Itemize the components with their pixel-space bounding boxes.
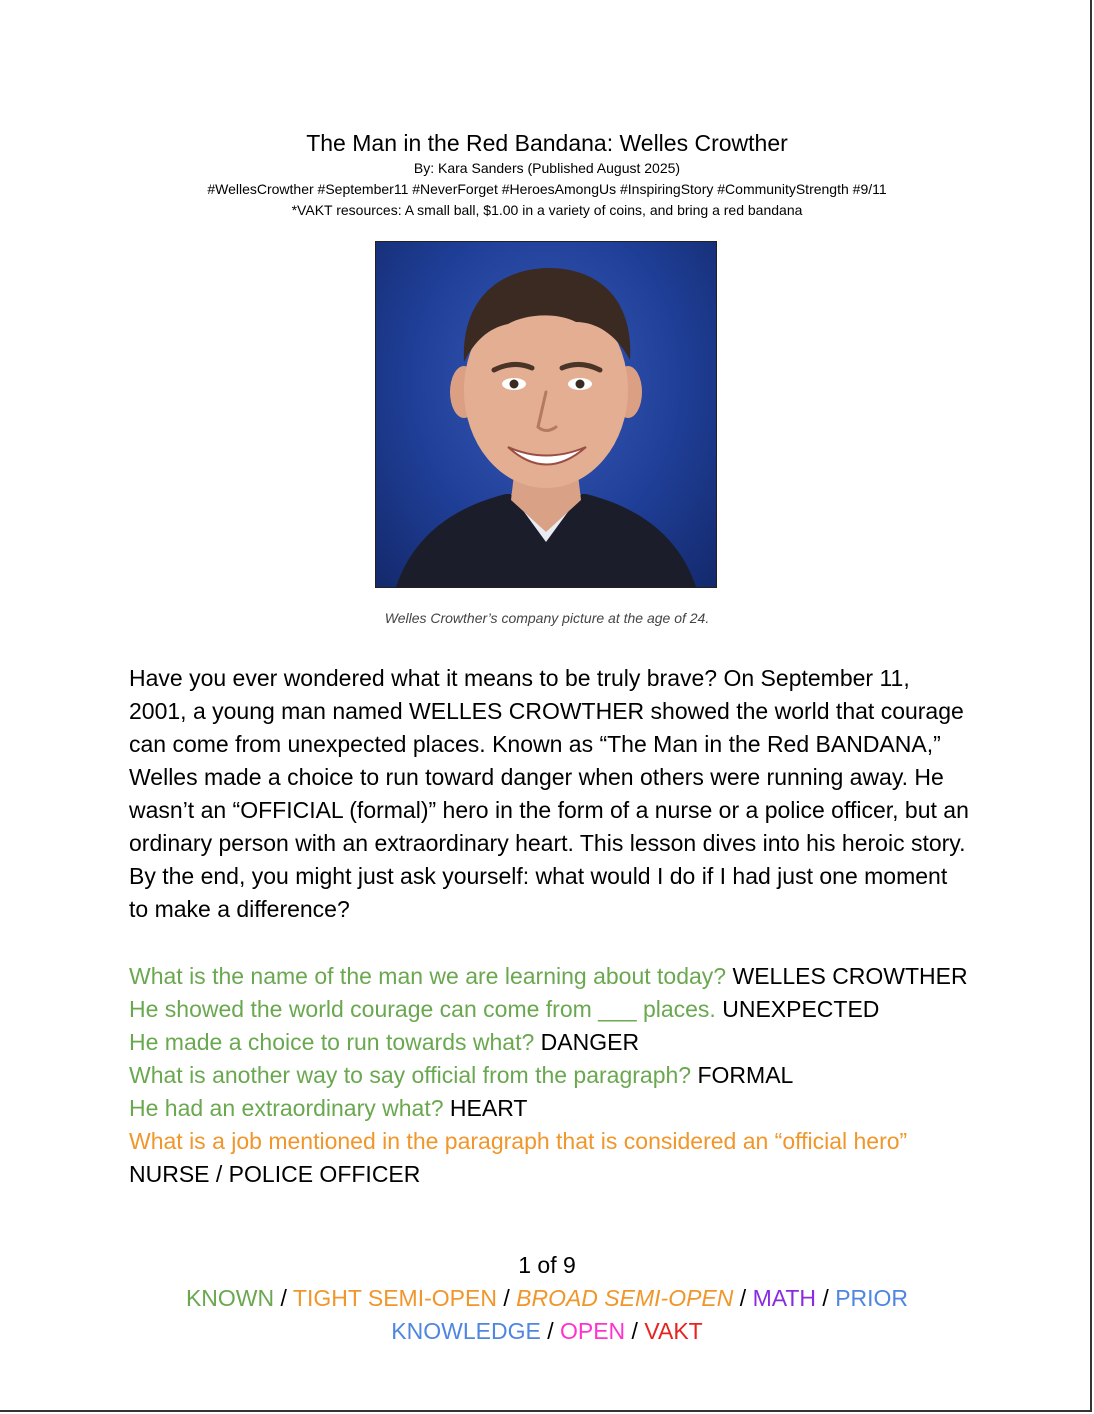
document-header xyxy=(0,128,1094,221)
intro-paragraph: Have you ever wondered what it means to be truly brave? On September 11, 2001, a young man named WELLES CROWTHER showed the world that courage can come from unexpected places. Known as “The Man in the Red BANDANA,” Welles made a choice to run toward danger when others were running away. He wasn’t an “OFFICIAL (formal)” hero in the form of a nurse or a police officer, but an ordinary person with an extraordinary heart. This lesson dives into his heroic story. By the end, you might just ask yourself: what would I do if I had just one moment to make a difference? xyxy=(129,665,969,922)
page-footer xyxy=(0,1249,1094,1348)
vakt-resources: *VAKT resources: A small ball, $1.00 in a variety of coins, and bring a red bandana xyxy=(291,202,803,218)
legend-separator: / xyxy=(540,1318,560,1344)
question-text: He made a choice to run towards what? xyxy=(129,1029,541,1055)
question-item xyxy=(129,960,969,993)
question-item xyxy=(129,1092,969,1125)
answer-text: NURSE / POLICE OFFICER xyxy=(129,1161,421,1187)
legend-prior-knowledge: PRIOR KNOWLEDGE xyxy=(391,1285,909,1344)
legend-separator: / xyxy=(496,1285,517,1311)
page-number: 1 of 9 xyxy=(518,1252,576,1278)
question-item xyxy=(129,993,969,1026)
hashtags: #WellesCrowther #September11 #NeverForget #HeroesAmongUs #InspiringStory #CommunityStrength #9/11 xyxy=(207,181,887,197)
question-text: He showed the world courage can come from ___ places. xyxy=(129,996,723,1022)
question-item xyxy=(129,1059,969,1092)
answer-text: DANGER xyxy=(540,1029,640,1055)
legend-broad-semi-open: BROAD SEMI-OPEN xyxy=(516,1285,734,1311)
legend-separator: / xyxy=(733,1285,753,1311)
legend-open: OPEN xyxy=(559,1318,626,1344)
question-text: He had an extraordinary what? xyxy=(129,1095,450,1121)
portrait-photo xyxy=(375,241,717,588)
question-text: What is a job mentioned in the paragraph that is considered an “official hero” xyxy=(129,1128,908,1154)
answer-text: HEART xyxy=(449,1095,528,1121)
color-legend xyxy=(137,1282,957,1348)
legend-known: KNOWN xyxy=(185,1285,275,1311)
question-item xyxy=(129,1026,969,1059)
question-item xyxy=(129,1125,969,1191)
legend-math: MATH xyxy=(752,1285,817,1311)
answer-text: FORMAL xyxy=(697,1062,794,1088)
portrait-illustration xyxy=(376,242,716,587)
question-list xyxy=(129,960,969,1191)
answer-text: WELLES CROWTHER xyxy=(732,963,968,989)
photo-caption: Welles Crowther’s company picture at the age of 24. xyxy=(384,610,710,626)
legend-separator: / xyxy=(625,1318,645,1344)
question-text: What is another way to say official from the paragraph? xyxy=(129,1062,698,1088)
legend-vakt: VAKT xyxy=(644,1318,703,1344)
answer-text: UNEXPECTED xyxy=(722,996,880,1022)
question-text: What is the name of the man we are learning about today? xyxy=(129,963,733,989)
legend-separator: / xyxy=(816,1285,836,1311)
legend-tight-semi-open: TIGHT SEMI-OPEN xyxy=(292,1285,497,1311)
legend-separator: / xyxy=(274,1285,293,1311)
page-title: The Man in the Red Bandana: Welles Crowther xyxy=(306,130,788,156)
byline: By: Kara Sanders (Published August 2025) xyxy=(413,160,681,176)
